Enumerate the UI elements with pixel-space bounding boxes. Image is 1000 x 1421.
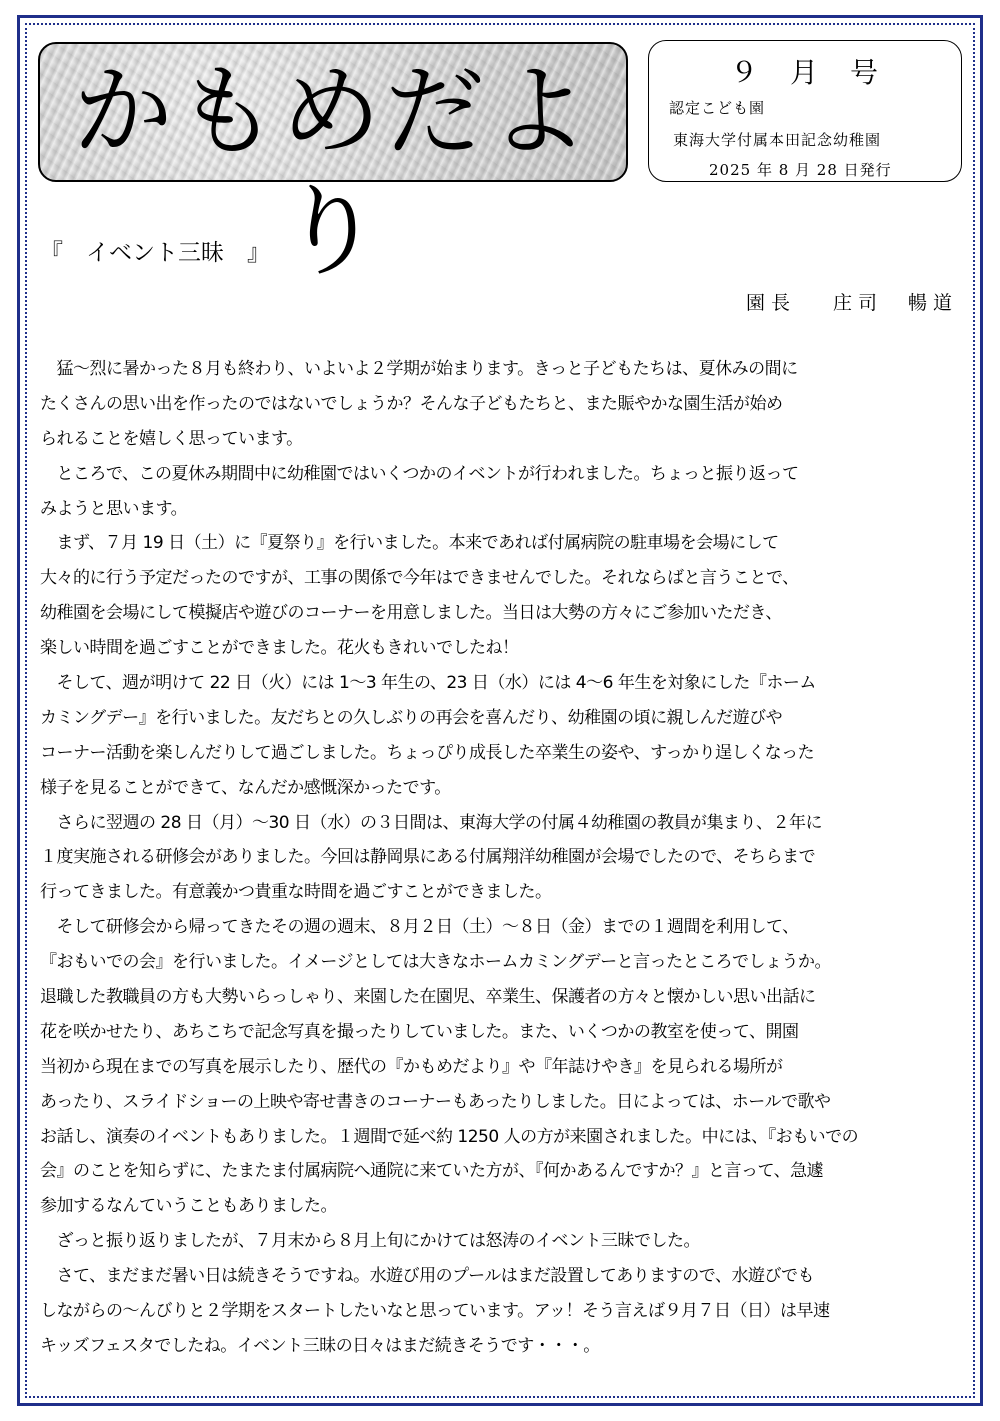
body-line: みようと思います。	[40, 498, 188, 519]
body-line: 当初から現在までの写真を展示したり、歴代の『かもめだより』や『年誌けやき』を見られる場所が	[40, 1056, 783, 1077]
article-heading: 『 イベント三昧 』	[40, 240, 270, 266]
body-line: まず、７月 19 日（土）に『夏祭り』を行いました。本来であれば付属病院の駐車場を会場にして	[40, 533, 779, 554]
issue-info-box	[648, 40, 962, 182]
body-line: さて、まだまだ暑い日は続きそうですね。水遊び用のプールはまだ設置してありますので、水遊びでも	[40, 1266, 814, 1287]
body-line: ところで、この夏休み期間中に幼稚園ではいくつかのイベントが行われました。ちょっと振り返って	[40, 463, 799, 484]
article-body	[40, 352, 965, 1364]
issue-month: ９月号	[729, 56, 910, 89]
newsletter-title: かもめだより	[73, 53, 593, 290]
body-line: 猛～烈に暑かった８月も終わり、いよいよ２学期が始まります。きっと子どもたちは、夏休みの間に	[40, 359, 798, 379]
body-line: お話し、演奏のイベントもありました。１週間で延べ約 1250 人の方が来園されました。中には、『おもいでの	[40, 1126, 859, 1147]
body-line: 様子を見ることができて、なんだか感慨深かったです。	[40, 777, 451, 798]
body-line: あったり、スライドショーの上映や寄せ書きのコーナーもあったりしました。日によっては、ホールで歌や	[40, 1091, 831, 1112]
body-line: しながらの～んびりと２学期をスタートしたいなと思っています。アッ！そう言えば９月７日（日）は早速	[40, 1301, 830, 1322]
body-line: 行ってきました。有意義かつ貴重な時間を過ごすことができました。	[40, 882, 552, 903]
body-line: 大々的に行う予定だったのですが、工事の関係で今年はできませんでした。それならばと言うことで、	[40, 568, 799, 589]
issue-date: 2025 年 8 月 28 日発行	[709, 161, 892, 179]
body-line: 花を咲かせたり、あちこちで記念写真を撮ったりしていました。また、いくつかの教室を使って、開園	[40, 1021, 799, 1042]
body-line: 退職した教職員の方も大勢いらっしゃり、来園した在園児、卒業生、保護者の方々と懐かしい思い出話に	[40, 987, 816, 1008]
body-line: さらに翌週の 28 日（月）～30 日（水）の３日間は、東海大学の付属４幼稚園の教員が集まり、２年に	[40, 812, 822, 833]
body-line: １度実施される研修会がありました。今回は静岡県にある付属翔洋幼稚園が会場でしたので、そちらまで	[40, 847, 816, 868]
body-line: そして研修会から帰ってきたその週の週末、８月２日（土）～８日（金）までの１週間を利用して、	[40, 917, 799, 938]
body-line: られることを嬉しく思っています。	[40, 428, 303, 449]
article-author: 園長 庄司 暢道	[745, 292, 958, 314]
body-line: コーナー活動を楽しんだりして過ごしました。ちょっぴり成長した卒業生の姿や、すっかり逞しくなった	[40, 742, 815, 763]
school-name: 東海大学付属本田記念幼稚園	[673, 131, 882, 149]
body-line: 会』のことを知らずに、たまたま付属病院へ通院に来ていた方が、『何かあるんですか？』と言って、急遽	[40, 1161, 824, 1182]
body-line: 参加するなんていうこともありました。	[40, 1196, 337, 1217]
body-line: 幼稚園を会場にして模擬店や遊びのコーナーを用意しました。当日は大勢の方々にご参加いただき、	[40, 603, 782, 624]
body-line: 楽しい時間を過ごすことができました。花火もきれいでしたね！	[40, 638, 519, 659]
body-line: キッズフェスタでしたね。イベント三昧の日々はまだ続きそうです・・・。	[40, 1335, 600, 1356]
body-line: たくさんの思い出を作ったのではないでしょうか？そんな子どもたちと、また賑やかな園生活が始め	[40, 393, 783, 414]
body-line: ざっと振り返りましたが、７月末から８月上旬にかけては怒涛のイベント三昧でした。	[40, 1231, 700, 1252]
school-type: 認定こども園	[669, 99, 766, 117]
body-line: そして、週が明けて 22 日（火）には 1～3 年生の、23 日（水）には 4～6 年生を対象にした『ホーム	[40, 673, 816, 694]
body-line: 『おもいでの会』を行いました。イメージとしては大きなホームカミングデーと言ったところでしょうか。	[40, 952, 831, 973]
body-line: カミングデー』を行いました。友だちとの久しぶりの再会を喜んだり、幼稚園の頃に親しんだ遊びや	[40, 707, 783, 728]
